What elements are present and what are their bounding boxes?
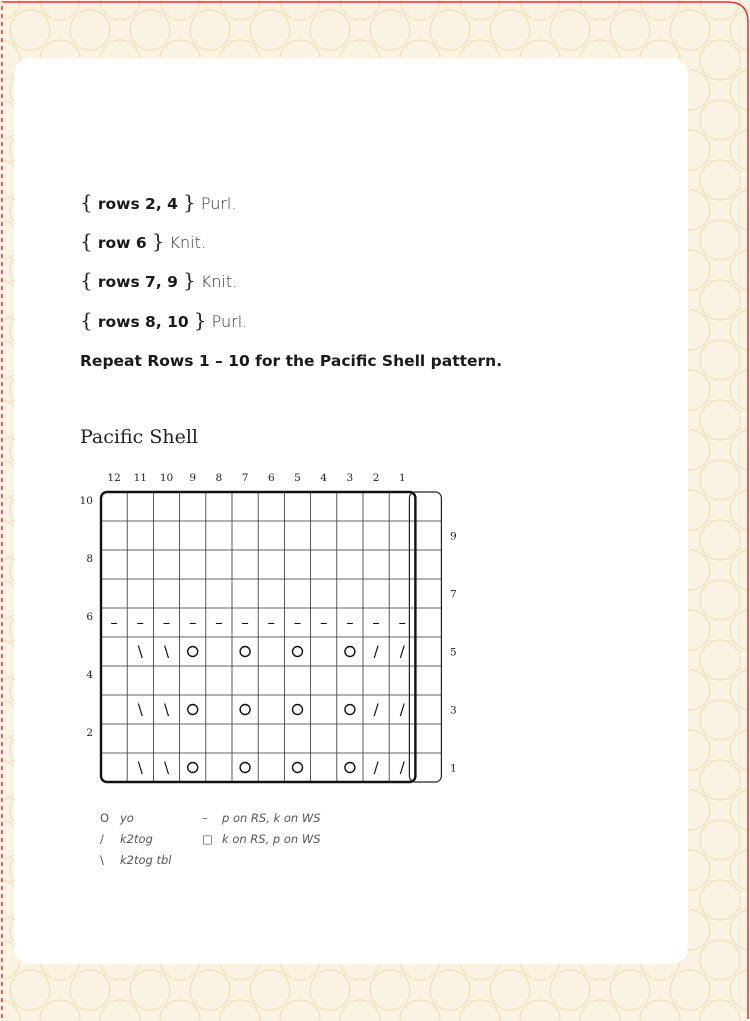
legend-label: k2tog tbl: [120, 853, 172, 867]
instruction-rows: rows 8, 10: [97, 313, 189, 331]
yo-symbol: [240, 647, 250, 657]
stitch-symbol: –: [346, 613, 354, 632]
yo-symbol: [345, 763, 355, 773]
legend-item: [100, 832, 153, 846]
column-label: 5: [294, 472, 301, 484]
instruction-rows: rows 2, 4: [97, 195, 178, 213]
column-label: 10: [159, 472, 174, 484]
stitch-symbol: /: [373, 642, 379, 661]
row-label-right: 3: [450, 704, 457, 717]
instruction-action: Knit.: [200, 272, 238, 291]
chart-title: Pacific Shell: [80, 426, 198, 448]
stitch-symbol: –: [372, 613, 380, 632]
instruction-action: Purl.: [211, 312, 248, 331]
stitch-symbol: –: [319, 613, 328, 632]
column-label: 11: [133, 472, 147, 484]
row-label-right: 9: [450, 530, 457, 543]
legend-item: [100, 853, 171, 867]
legend-item: [100, 811, 134, 825]
row-label-left: 4: [86, 669, 93, 681]
column-label: 9: [189, 472, 197, 484]
legend-item: [202, 832, 321, 846]
k2tog-symbol-icon: /: [100, 832, 104, 846]
stitch-symbol: –: [110, 613, 118, 632]
row-label-left: 10: [79, 495, 93, 507]
stitch-symbol: /: [373, 700, 379, 719]
instruction-rows: row 6: [97, 234, 147, 252]
yo-symbol-icon: O: [100, 811, 110, 825]
stitch-symbol: –: [136, 613, 145, 632]
instruction-row: { rows 7, 9 } Knit.: [80, 268, 238, 292]
stitch-symbol: –: [398, 613, 407, 632]
knit-symbol-icon: □: [202, 832, 213, 846]
yo-symbol: [240, 705, 250, 715]
stitch-symbol: \: [163, 758, 170, 777]
legend-label: k on RS, p on WS: [222, 832, 321, 846]
stitch-symbol: \: [163, 642, 170, 661]
yo-symbol: [293, 763, 303, 773]
purl-symbol-icon: –: [202, 811, 208, 825]
column-label: 4: [320, 472, 328, 484]
yo-symbol: [345, 647, 355, 657]
column-label: 12: [107, 472, 121, 484]
legend-item: [202, 811, 321, 825]
row-label-left: 6: [86, 611, 93, 623]
stitch-symbol: –: [188, 613, 197, 632]
instruction-row: { rows 2, 4 } Purl.: [80, 190, 237, 214]
yo-symbol: [293, 705, 303, 715]
legend-label: k2tog: [120, 832, 153, 846]
stitch-symbol: /: [373, 758, 379, 777]
row-label-right: 1: [450, 762, 457, 775]
stitch-symbol: \: [137, 642, 143, 661]
instruction-row: { rows 8, 10 } Purl.: [80, 308, 248, 332]
stitch-symbol: \: [137, 700, 143, 719]
stitch-symbol: /: [399, 642, 405, 661]
instruction-action: Knit.: [169, 233, 206, 252]
instruction-row: { row 6 } Knit.: [80, 229, 206, 253]
stitch-symbol: \: [137, 758, 143, 777]
yo-symbol: [293, 647, 303, 657]
row-label-left: 8: [86, 553, 93, 565]
instruction-action: Purl.: [200, 194, 237, 213]
yo-symbol: [240, 763, 250, 773]
yo-symbol: [188, 763, 198, 773]
column-label: 3: [346, 472, 354, 484]
repeat-instruction: Repeat Rows 1 – 10 for the Pacific Shell pattern.: [80, 352, 503, 370]
stitch-symbol: –: [267, 613, 276, 632]
stitch-symbol: –: [293, 613, 302, 632]
stitch-symbol: –: [162, 613, 171, 632]
column-label: 7: [241, 472, 249, 484]
yo-symbol: [188, 647, 198, 657]
yo-symbol: [345, 705, 355, 715]
stitch-symbol: /: [399, 758, 405, 777]
stitch-symbol: –: [215, 613, 223, 632]
row-label-right: 7: [450, 588, 457, 601]
stitch-symbol: \: [163, 700, 170, 719]
instruction-rows: rows 7, 9: [97, 273, 178, 291]
stitch-symbol: –: [241, 613, 249, 632]
row-label-left: 2: [86, 727, 93, 739]
row-label-right: 5: [450, 646, 457, 659]
legend-label: yo: [120, 811, 134, 825]
yo-symbol: [188, 705, 198, 715]
column-label: 1: [398, 472, 406, 484]
stitch-symbol: /: [399, 700, 405, 719]
column-label: 8: [215, 472, 223, 484]
column-label: 2: [372, 472, 380, 484]
legend-label: p on RS, k on WS: [222, 811, 321, 825]
column-label: 6: [267, 472, 275, 484]
k2tog-tbl-symbol-icon: \: [100, 853, 104, 867]
